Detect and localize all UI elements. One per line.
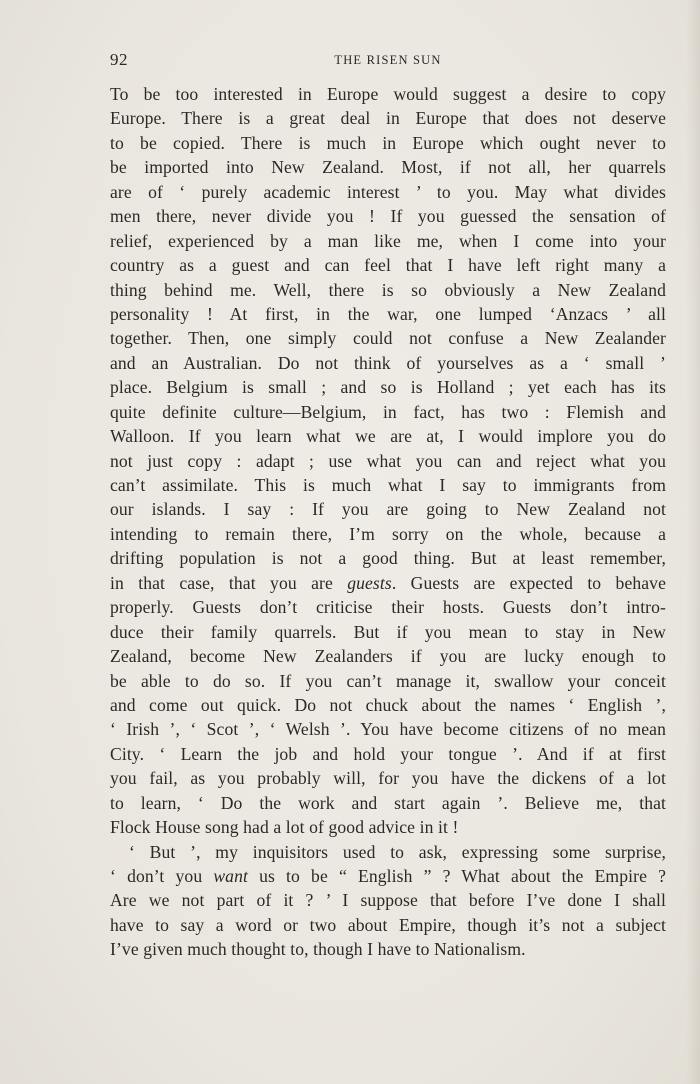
text-line: duce their family quarrels. But if you mean to stay in New	[110, 621, 666, 642]
text-line: properly. Guests don’t criticise their hosts. Guests don’t intro-	[110, 597, 666, 618]
text-line: personality ! At first, in the war, one lumped ‘Anzacs ’ all	[110, 303, 666, 324]
text-line: and an Australian. Do not think of yourselves as a ‘ small ’	[110, 352, 666, 373]
text-line: quite definite culture—Belgium, in fact, has two : Flemish and	[110, 401, 666, 422]
text-line: City. ‘ Learn the job and hold your tongue ’. And if at first	[110, 743, 666, 764]
text-line: To be too interested in Europe would suggest a desire to copy	[110, 84, 666, 104]
running-title: THE RISEN SUN	[334, 53, 442, 67]
text-line: relief, experienced by a man like me, when I come into your	[110, 230, 666, 251]
text-line: ‘ But ’, my inquisitors used to ask, expressing some surprise,	[129, 841, 666, 862]
text-line: ‘ don’t you want us to be “ English ” ? What about the Empire ?	[110, 866, 667, 886]
text-line: Europe. There is a great deal in Europe that does not deserve	[110, 108, 666, 129]
text-line: country as a guest and can feel that I have left right many a	[110, 255, 666, 276]
text-line: Are we not part of it ? ’ I suppose that before I’ve done I shall	[110, 890, 666, 911]
paragraph-2	[110, 840, 666, 962]
text-line: have to say a word or two about Empire, though it’s not a subject	[110, 914, 666, 935]
text-line: to learn, ‘ Do the work and start again ’. Believe me, that	[110, 792, 666, 813]
text-line: intending to remain there, I’m sorry on the whole, because a	[110, 523, 666, 544]
text-line: be imported into New Zealand. Most, if not all, her quarrels	[110, 157, 666, 178]
paragraph-1	[110, 82, 666, 840]
body-text	[110, 82, 666, 962]
text-line: and come out quick. Do not chuck about the names ‘ English ’,	[110, 694, 666, 715]
running-head	[110, 50, 666, 72]
text-line: in that case, that you are guests. Guests are expected to behave	[110, 572, 666, 593]
text-line: be able to do so. If you can’t manage it, swallow your conceit	[110, 670, 666, 691]
text-line: you fail, as you probably will, for you have the dickens of a lot	[110, 768, 666, 789]
text-line: thing behind me. Well, there is so obviously a New Zealand	[110, 279, 666, 300]
page-edge-shadow	[686, 0, 700, 1084]
text-line: our islands. I say : If you are going to New Zealand not	[110, 499, 666, 520]
text-line: Flock House song had a lot of good advice in it !	[110, 817, 459, 838]
text-line: I’ve given much thought to, though I have to Nationalism.	[110, 939, 526, 960]
text-line: drifting population is not a good thing. But at least remember,	[110, 548, 666, 569]
text-line: place. Belgium is small ; and so is Holland ; yet each has its	[110, 377, 666, 398]
text-line: Walloon. If you learn what we are at, I would implore you do	[110, 426, 666, 447]
text-line: to be copied. There is much in Europe which ought never to	[110, 132, 666, 153]
text-line: can’t assimilate. This is much what I say to immigrants from	[110, 475, 666, 495]
text-line: not just copy : adapt ; use what you can and reject what you	[110, 450, 666, 471]
text-line: Zealand, become New Zealanders if you are lucky enough to	[110, 646, 666, 667]
page-number: 92	[110, 50, 128, 69]
text-line: ‘ Irish ’, ‘ Scot ’, ‘ Welsh ’. You have become citizens of no mean	[110, 719, 666, 740]
text-line: together. Then, one simply could not confuse a New Zealander	[110, 328, 666, 349]
text-line: are of ‘ purely academic interest ’ to you. May what divides	[110, 181, 666, 202]
text-line: men there, never divide you ! If you guessed the sensation of	[110, 206, 666, 227]
